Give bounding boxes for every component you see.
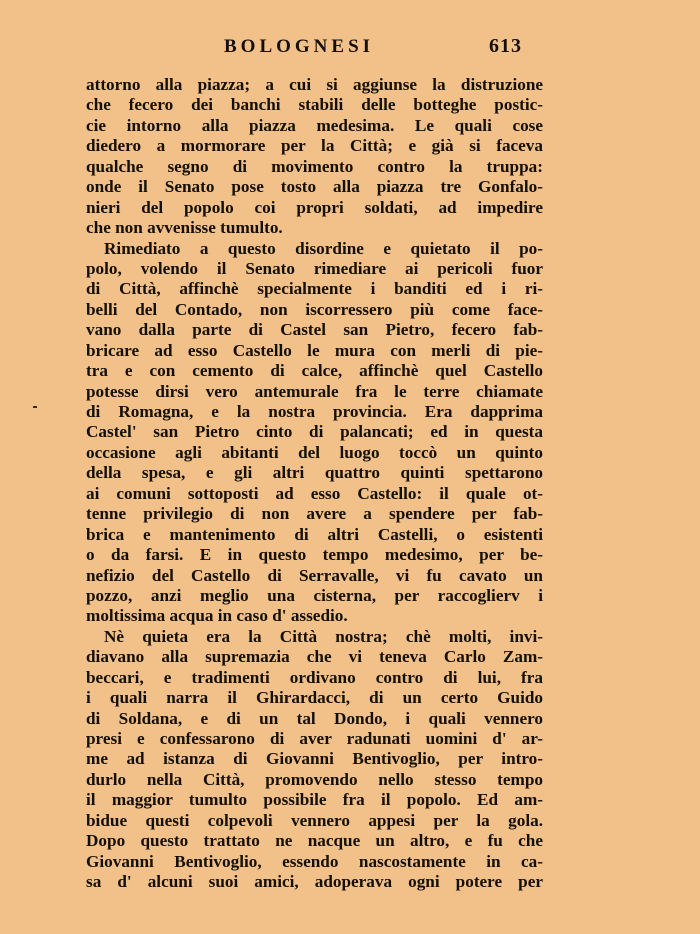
text-line: bricare ad esso Castello le mura con merli di pie- (86, 340, 543, 360)
text-line: nefizio del Castello di Serravalle, vi fu cavato un (86, 565, 543, 585)
text-line: tenne privilegio di non avere a spendere per fab- (86, 504, 543, 524)
text-line: sa d' alcuni suoi amici, adoperava ogni potere per (86, 872, 543, 892)
text-line: qualche segno di movimento contro la truppa: (86, 156, 543, 176)
text-line: attorno alla piazza; a cui si aggiunse la distruzione (86, 75, 543, 94)
margin-mark (33, 406, 37, 408)
text-line: polo, volendo il Senato rimediare ai pericoli fuor (86, 258, 543, 278)
body-text (86, 75, 543, 893)
text-line: moltissima acqua in caso d' assedio. (86, 606, 348, 626)
text-line: di Soldana, e di un tal Dondo, i quali vennero (86, 708, 543, 728)
text-line: pozzo, anzi meglio una cisterna, per raccoglierv i (86, 585, 543, 605)
paragraph (86, 627, 543, 893)
text-line: potesse dirsi vero antemurale fra le terre chiamate (86, 381, 543, 401)
text-line: tra e con cemento di calce, affinchè quel Castello (86, 361, 543, 381)
text-line: presi e confessarono di aver radunati uomini d' ar- (86, 729, 543, 748)
text-line: vano dalla parte di Castel san Pietro, fecero fab- (86, 320, 543, 340)
text-line: Castel' san Pietro cinto di palancati; ed in questa (86, 422, 543, 442)
text-line: della spesa, e gli altri quattro quinti spettarono (86, 463, 543, 483)
text-line: nieri del popolo coi propri soldati, ad impedire (86, 197, 543, 217)
text-line: di Romagna, e la nostra provincia. Era dapprima (86, 402, 543, 421)
text-line: Rimediato a questo disordine e quietato il po- (104, 238, 543, 258)
text-line: onde il Senato pose tosto alla piazza tre Gonfalo- (86, 177, 543, 197)
text-line: Nè quieta era la Città nostra; chè molti, invi- (104, 626, 543, 646)
text-line: Dopo questo trattato ne nacque un altro, e fu che (86, 831, 543, 851)
text-line: me ad istanza di Giovanni Bentivoglio, per intro- (86, 749, 543, 769)
text-line: che fecero dei banchi stabili delle botteghe postic- (86, 95, 543, 115)
running-head: BOLOGNESI (224, 36, 375, 57)
text-line: ai comuni sottoposti ad esso Castello: il quale ot- (86, 483, 543, 503)
text-line: brica e mantenimento di altri Castelli, o esistenti (86, 524, 543, 544)
page-header (0, 36, 700, 62)
text-line: Giovanni Bentivoglio, essendo nascostamente in ca- (86, 851, 543, 871)
text-line: i quali narra il Ghirardacci, di un certo Guido (86, 688, 543, 708)
text-line: diavano alla supremazia che vi teneva Carlo Zam- (86, 647, 543, 667)
text-line: diedero a mormorare per la Città; e già si faceva (86, 136, 543, 156)
page-number: 613 (489, 35, 522, 57)
paragraph (86, 75, 543, 239)
paragraph (86, 239, 543, 627)
text-line: bidue questi colpevoli vennero appesi per la gola. (86, 810, 543, 830)
text-line: il maggior tumulto possibile fra il popolo. Ed am- (86, 790, 543, 810)
text-line: che non avvenisse tumulto. (86, 218, 283, 238)
text-line: o da farsi. E in questo tempo medesimo, per be- (86, 545, 543, 565)
text-line: di Città, affinchè specialmente i banditi ed i ri- (86, 279, 543, 299)
text-line: beccari, e tradimenti ordivano contro di lui, fra (86, 667, 543, 687)
text-line: durlo nella Città, promovendo nello stesso tempo (86, 769, 543, 789)
text-line: occasione agli abitanti del luogo toccò un quinto (86, 442, 543, 462)
text-line: belli del Contado, non iscorressero più come face- (86, 299, 543, 319)
text-line: cie intorno alla piazza medesima. Le quali cose (86, 115, 543, 135)
